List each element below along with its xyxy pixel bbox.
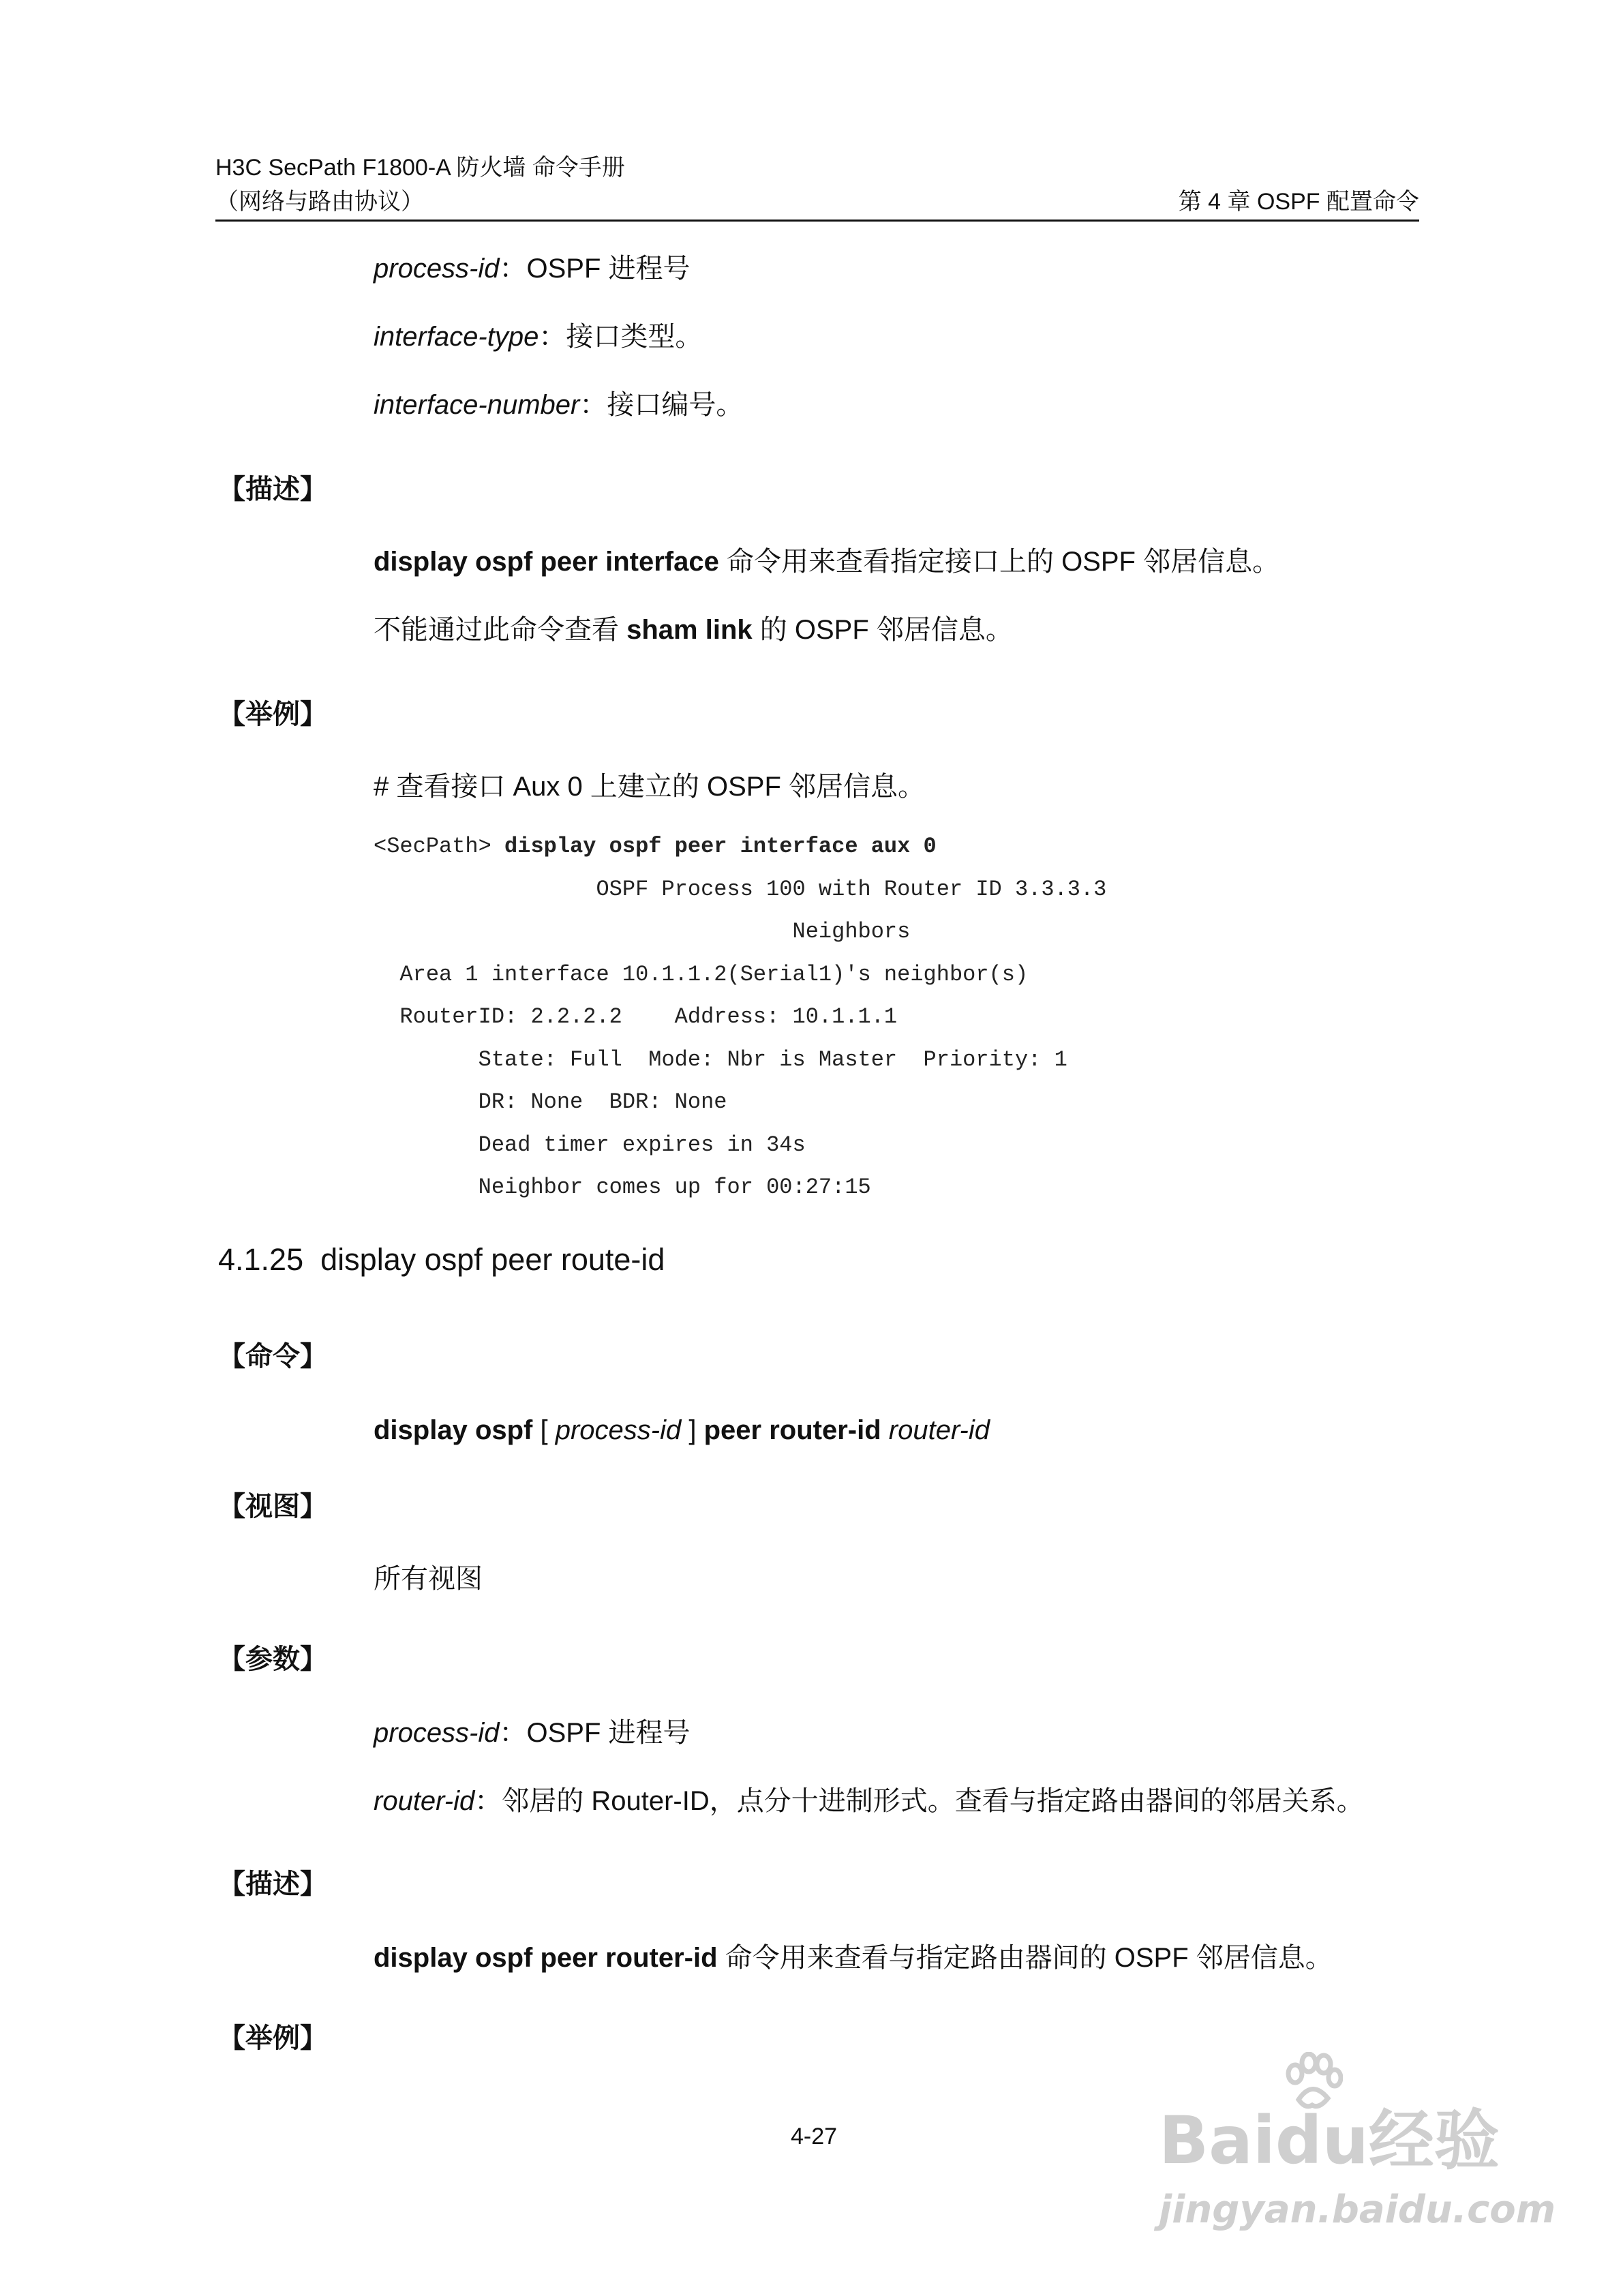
- command-name: display ospf peer interface: [374, 547, 719, 577]
- header-rule: [215, 220, 1419, 222]
- param-term: interface-type: [374, 322, 539, 352]
- section-label-description: 【描述】: [218, 474, 327, 504]
- syntax-keyword: display ospf: [374, 1415, 533, 1445]
- param-desc: ：接口类型。: [539, 322, 703, 352]
- description-text: 命令用来查看指定接口上的 OSPF 邻居信息。: [718, 547, 1280, 577]
- example-comment: # 查看接口 Aux 0 上建立的 OSPF 邻居信息。: [374, 772, 926, 802]
- param-interface-type: [374, 320, 702, 353]
- param-desc: ：接口编号。: [579, 390, 744, 420]
- syntax-bracket: [: [532, 1415, 556, 1445]
- param-term: process-id: [374, 1718, 500, 1748]
- watermark-logo: Baidu经验: [1159, 2102, 1500, 2179]
- code-output-line: Neighbor comes up for 00:27:15: [374, 1175, 871, 1200]
- code-command-line: [374, 833, 937, 860]
- page-number: 4-27: [791, 2124, 838, 2149]
- syntax-bracket: ]: [681, 1415, 704, 1445]
- header-chapter: 第 4 章 OSPF 配置命令: [1178, 189, 1419, 215]
- code-prompt: <SecPath>: [374, 834, 505, 859]
- param-router-id: [374, 1785, 1364, 1817]
- command-syntax: [374, 1414, 990, 1447]
- code-output-line: Neighbors: [374, 919, 911, 944]
- section-label-description: 【描述】: [218, 1869, 327, 1899]
- header-title: H3C SecPath F1800-A 防火墙 命令手册: [215, 155, 625, 181]
- note-text-post: 的 OSPF 邻居信息。: [752, 615, 1013, 645]
- syntax-keyword: peer router-id: [703, 1415, 881, 1445]
- param-term: interface-number: [374, 390, 580, 420]
- code-output-line: RouterID: 2.2.2.2 Address: 10.1.1.1: [374, 1004, 898, 1029]
- view-text: 所有视图: [374, 1564, 483, 1594]
- param-term: router-id: [374, 1786, 475, 1816]
- note-keyword: sham link: [626, 615, 753, 645]
- header-subtitle: （网络与路由协议）: [215, 189, 424, 215]
- param-process-id: [374, 1717, 691, 1749]
- code-output-line: Dead timer expires in 34s: [374, 1132, 806, 1158]
- param-desc: ：邻居的 Router-ID，点分十进制形式。查看与指定路由器间的邻居关系。: [474, 1786, 1364, 1816]
- param-process-id: [374, 252, 691, 285]
- description-note: [374, 614, 1013, 646]
- note-text-pre: 不能通过此命令查看: [374, 615, 627, 645]
- param-term: process-id: [374, 254, 500, 284]
- syntax-space: [881, 1415, 889, 1445]
- command-name: display ospf peer router-id: [374, 1943, 718, 1973]
- description-text: 命令用来查看与指定路由器间的 OSPF 邻居信息。: [717, 1943, 1333, 1973]
- description-line: [374, 1942, 1333, 1974]
- section-label-parameters: 【参数】: [218, 1644, 327, 1674]
- section-label-view: 【视图】: [218, 1492, 327, 1522]
- section-title: display ospf peer route-id: [320, 1242, 665, 1277]
- code-output-line: DR: None BDR: None: [374, 1089, 727, 1115]
- param-desc: ：OSPF 进程号: [499, 1718, 691, 1748]
- code-output-line: Area 1 interface 10.1.1.2(Serial1)'s neighbor(s): [374, 962, 1029, 987]
- param-interface-number: [374, 389, 743, 421]
- syntax-argument: router-id: [888, 1415, 990, 1445]
- param-desc: ：OSPF 进程号: [499, 254, 691, 284]
- section-label-command: 【命令】: [218, 1342, 327, 1372]
- syntax-argument: process-id: [555, 1415, 682, 1445]
- section-label-example: 【举例】: [218, 699, 327, 729]
- watermark-url: jingyan.baidu.com: [1159, 2188, 1556, 2232]
- section-number: 4.1.25: [218, 1242, 304, 1277]
- section-heading: [218, 1242, 665, 1278]
- code-command: display ospf peer interface aux 0: [504, 834, 937, 859]
- code-output-line: State: Full Mode: Nbr is Master Priority: 1: [374, 1047, 1067, 1072]
- code-output-line: OSPF Process 100 with Router ID 3.3.3.3: [374, 877, 1107, 902]
- description-line: [374, 545, 1279, 578]
- section-label-example: 【举例】: [218, 2023, 327, 2053]
